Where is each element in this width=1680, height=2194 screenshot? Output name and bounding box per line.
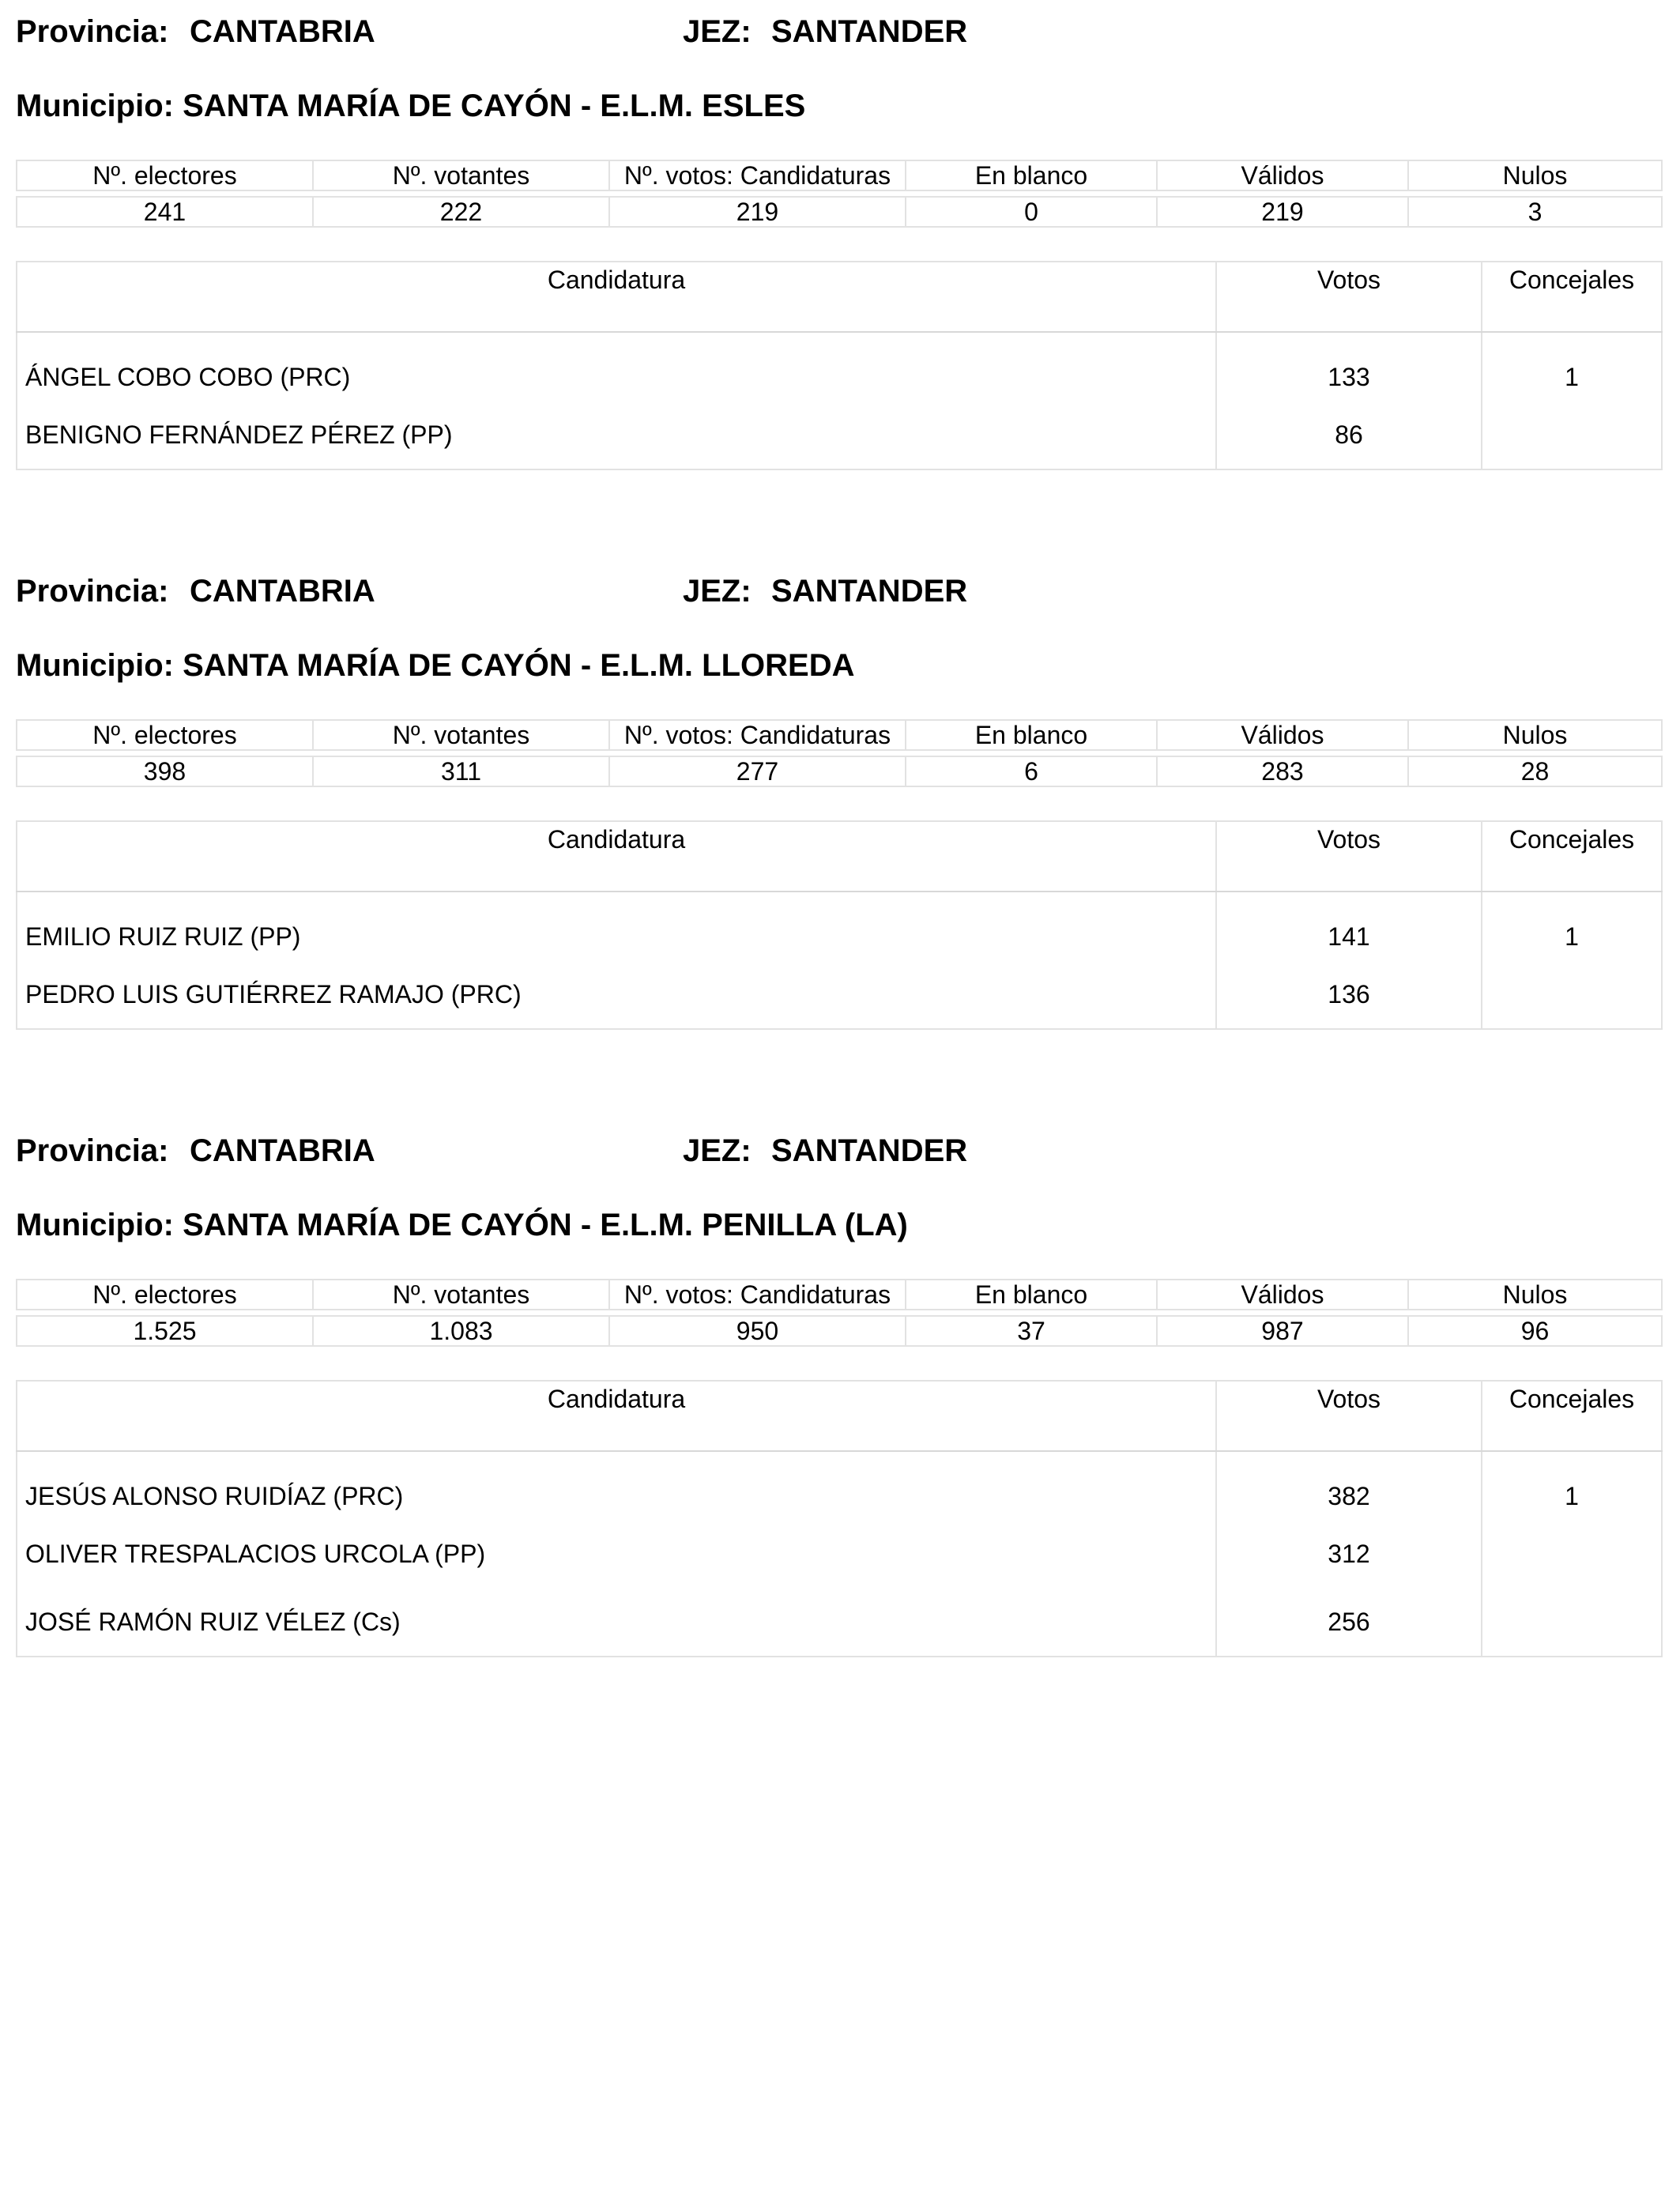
stat-header: Nº. electores [17,160,313,190]
municipio-title [16,1208,908,1243]
candidates-table [16,820,1663,1030]
candidate-votos: 86 [1216,401,1482,469]
jez-value: SANTANDER [771,14,968,49]
stat-header: Nº. votos: Candidaturas [609,720,906,750]
votos-header: Votos [1216,821,1482,892]
jez-label: JEZ: [683,574,751,609]
stat-header: Nº. electores [17,1280,313,1310]
municipio-title [16,89,805,124]
candidate-concejales [1482,1588,1662,1657]
stat-header: En blanco [906,720,1157,750]
stat-value: 987 [1157,1316,1408,1346]
table-row [17,332,1662,401]
candidate-concejales: 1 [1482,1451,1662,1520]
election-section-esles [16,14,1661,449]
candidate-concejales: 1 [1482,892,1662,960]
candidatura-header: Candidatura [17,262,1216,332]
stat-header: Válidos [1157,720,1408,750]
stat-header: Nº. votantes [313,720,609,750]
election-section-lloreda [16,574,1661,1008]
candidatura-header: Candidatura [17,821,1216,892]
candidate-votos: 312 [1216,1520,1482,1588]
stat-value: 950 [609,1316,906,1346]
municipio-label: Municipio: [16,1208,174,1242]
provincia-label: Provincia: [16,1133,169,1168]
jez-label: JEZ: [683,14,751,49]
candidate-concejales [1482,960,1662,1029]
jez-value: SANTANDER [771,1133,968,1168]
table-row [17,1588,1662,1657]
candidates-table [16,261,1663,470]
stat-value: 219 [1157,197,1408,227]
stats-value-row [17,1316,1662,1346]
concejales-header: Concejales [1482,821,1662,892]
section-header [16,14,1661,58]
stat-value: 0 [906,197,1157,227]
municipio-label: Municipio: [16,89,174,123]
candidate-concejales [1482,401,1662,469]
concejales-header: Concejales [1482,1381,1662,1451]
stat-value: 1.525 [17,1316,313,1346]
table-row [17,401,1662,469]
stat-header: Nº. votantes [313,160,609,190]
stat-header: Nulos [1408,1280,1662,1310]
stat-value: 398 [17,756,313,786]
stat-value: 1.083 [313,1316,609,1346]
candidatura-header: Candidatura [17,1381,1216,1451]
jez-label: JEZ: [683,1133,751,1168]
candidates-header-row [17,821,1662,892]
votos-header: Votos [1216,1381,1482,1451]
table-row [17,1451,1662,1520]
stat-header: Válidos [1157,1280,1408,1310]
candidate-concejales: 1 [1482,332,1662,401]
stat-value: 96 [1408,1316,1662,1346]
candidates-header-row [17,262,1662,332]
table-row [17,892,1662,960]
candidate-name: EMILIO RUIZ RUIZ (PP) [17,892,1216,960]
votos-header: Votos [1216,262,1482,332]
stat-value: 283 [1157,756,1408,786]
stat-header: Nº. electores [17,720,313,750]
stat-value: 277 [609,756,906,786]
stat-value: 222 [313,197,609,227]
municipio-title [16,648,854,684]
section-header [16,574,1661,618]
provincia-value: CANTABRIA [190,1133,375,1168]
stat-header: Nº. votos: Candidaturas [609,1280,906,1310]
stat-value: 241 [17,197,313,227]
stats-header-row [17,1280,1662,1310]
stat-value: 219 [609,197,906,227]
provincia-label: Provincia: [16,574,169,609]
candidate-votos: 256 [1216,1588,1482,1657]
stat-header: Nº. votos: Candidaturas [609,160,906,190]
candidate-name: BENIGNO FERNÁNDEZ PÉREZ (PP) [17,401,1216,469]
jez-value: SANTANDER [771,574,968,609]
candidate-votos: 141 [1216,892,1482,960]
candidate-votos: 382 [1216,1451,1482,1520]
table-row [17,1520,1662,1588]
stat-value: 6 [906,756,1157,786]
candidates-header-row [17,1381,1662,1451]
stats-value-row [17,756,1662,786]
stat-value: 37 [906,1316,1157,1346]
candidate-name: JOSÉ RAMÓN RUIZ VÉLEZ (Cs) [17,1588,1216,1657]
stats-table [16,160,1663,228]
stats-header-row [17,720,1662,750]
municipio-value: SANTA MARÍA DE CAYÓN - E.L.M. ESLES [183,89,806,123]
candidates-table [16,1380,1663,1657]
stat-header: En blanco [906,160,1157,190]
stats-table [16,1279,1663,1347]
stat-header: Nulos [1408,720,1662,750]
candidate-name: ÁNGEL COBO COBO (PRC) [17,332,1216,401]
stat-header: Nº. votantes [313,1280,609,1310]
stat-value: 311 [313,756,609,786]
candidate-name: OLIVER TRESPALACIOS URCOLA (PP) [17,1520,1216,1588]
stat-header: Nulos [1408,160,1662,190]
candidate-name: JESÚS ALONSO RUIDÍAZ (PRC) [17,1451,1216,1520]
stat-value: 3 [1408,197,1662,227]
candidate-votos: 136 [1216,960,1482,1029]
section-header [16,1133,1661,1178]
stat-header: Válidos [1157,160,1408,190]
election-section-penilla [16,1133,1661,1636]
municipio-value: SANTA MARÍA DE CAYÓN - E.L.M. PENILLA (LA) [183,1208,908,1242]
municipio-value: SANTA MARÍA DE CAYÓN - E.L.M. LLOREDA [183,648,855,683]
municipio-label: Municipio: [16,648,174,683]
candidate-concejales [1482,1520,1662,1588]
table-row [17,960,1662,1029]
candidate-votos: 133 [1216,332,1482,401]
candidate-name: PEDRO LUIS GUTIÉRREZ RAMAJO (PRC) [17,960,1216,1029]
stats-table [16,719,1663,787]
stat-header: En blanco [906,1280,1157,1310]
stats-value-row [17,197,1662,227]
stat-value: 28 [1408,756,1662,786]
provincia-value: CANTABRIA [190,574,375,609]
provincia-value: CANTABRIA [190,14,375,49]
concejales-header: Concejales [1482,262,1662,332]
provincia-label: Provincia: [16,14,169,49]
stats-header-row [17,160,1662,190]
